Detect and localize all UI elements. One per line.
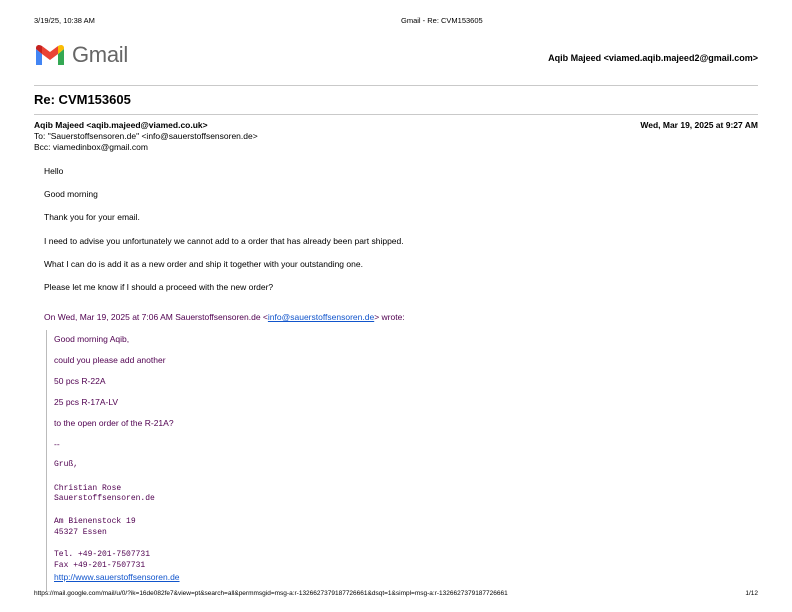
divider [34, 85, 758, 86]
divider [34, 114, 758, 115]
quote-line: could you please add another [54, 355, 166, 365]
thread-subject: Re: CVM153605 [34, 92, 131, 107]
print-footer [34, 588, 758, 598]
quote-line: Good morning Aqib, [54, 334, 130, 344]
signature-greeting: Gruß, [54, 460, 79, 469]
quote-line: -- [54, 439, 60, 449]
signature-city: 45327 Essen [54, 528, 107, 537]
quote-attribution-prefix: On Wed, Mar 19, 2025 at 7:06 AM Sauerstoffsensoren.de < [44, 312, 268, 322]
quote-line: 50 pcs R-22A [54, 376, 106, 386]
gmail-wordmark: Gmail [72, 42, 128, 67]
signature-name: Christian Rose [54, 484, 122, 493]
quote-attribution [44, 312, 405, 322]
message-header [34, 120, 758, 153]
message-body [44, 166, 404, 305]
website-link[interactable]: http://www.sauerstoffsensoren.de [54, 572, 180, 582]
body-line: Please let me know if I should a proceed with the new order? [44, 281, 274, 292]
account-email: Aqib Majeed <viamed.aqib.majeed2@gmail.com> [548, 53, 758, 63]
body-line: What I can do is add it as a new order and ship it together with your outstanding one. [44, 258, 363, 269]
recipient-bcc: Bcc: viamedinbox@gmail.com [34, 142, 148, 152]
signature-web [54, 572, 180, 582]
print-url: https://mail.google.com/mail/u/0/?ik=16de082fe7&view=pt&search=all&permmsgid=msg-a:r-1326627379187726661&dsqt=1&simpl=msg-a:r-1326627379187726661 [34, 589, 508, 597]
body-line: Thank you for your email. [44, 212, 140, 223]
quote-attribution-suffix: > wrote: [374, 312, 405, 322]
message-date: Wed, Mar 19, 2025 at 9:27 AM [640, 120, 758, 130]
signature-street: Am Bienenstock 19 [54, 517, 136, 526]
print-datetime: 3/19/25, 10:38 AM [34, 15, 95, 25]
print-header [34, 14, 758, 26]
quoted-message [46, 330, 180, 592]
print-page-title: Gmail - Re: CVM153605 [401, 15, 483, 25]
gmail-logo-icon [34, 43, 66, 67]
body-line: I need to advise you unfortunately we cannot add to a order that has already been part shipped. [44, 235, 404, 246]
signature-fax: Fax +49-201-7507731 [54, 561, 146, 570]
print-page-number: 1/12 [745, 589, 758, 597]
signature-company: Sauerstoffsensoren.de [54, 494, 155, 503]
quoted-sender-email-link[interactable]: info@sauerstoffsensoren.de [267, 312, 375, 322]
body-line: Hello [44, 166, 64, 176]
recipient-to: To: "Sauerstoffsensoren.de" <info@sauerstoffsensoren.de> [34, 131, 258, 141]
signature-tel: Tel. +49-201-7507731 [54, 550, 151, 559]
gmail-brand[interactable] [34, 42, 128, 68]
quote-line: 25 pcs R-17A-LV [54, 397, 119, 407]
body-line: Good morning [44, 189, 98, 200]
quote-line: to the open order of the R-21A? [54, 418, 174, 428]
sender: Aqib Majeed <aqib.majeed@viamed.co.uk> [34, 120, 208, 130]
